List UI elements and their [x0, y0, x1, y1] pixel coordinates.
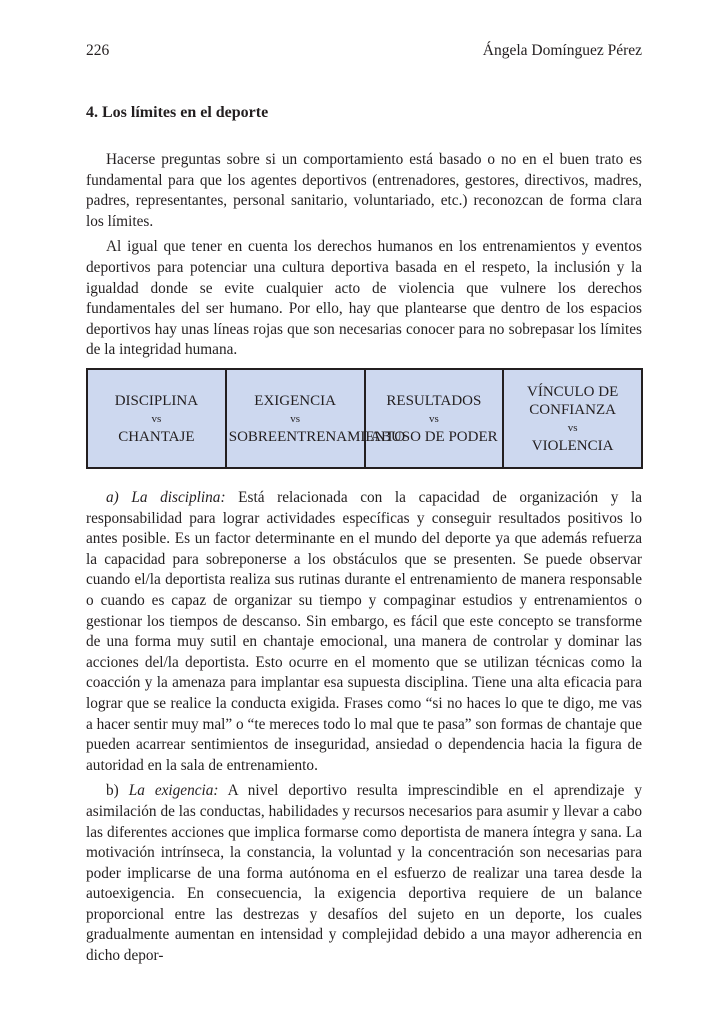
body-text: [86, 488, 642, 967]
section-title: 4. Los límites en el deporte: [86, 104, 269, 121]
paragraph-prefix: b): [106, 782, 129, 800]
limits-table: [86, 368, 643, 469]
paragraph-label: a) La disciplina:: [106, 489, 226, 506]
paragraph: [86, 781, 642, 966]
running-header: [86, 42, 642, 60]
vs-label: vs: [290, 412, 301, 425]
cell-top-text: RESULTADOS: [386, 392, 482, 409]
paragraph-text: Está relacionada con la capacidad de organización y la responsabilidad para lograr actividades específicas y conseguir resultados positivos lo antes posible. Es un factor determinante en el mundo del deporte ya que además refuerza la capacidad para sobreponerse a los obstáculos que se presenten. Se puede observar cuando el/la deportista realiza sus rutinas durante el entrenamiento de manera responsable o cuando es capaz de organizar su tiempo y compaginar estudios y entrenamientos o gestionar los tiempos de descanso. Sin embargo, es fácil que este concepto se transforme de una forma muy sutil en chantaje emocional, una manera de controlar y dominar las acciones del/la deportista. Esto ocurre en el momento que se utilizan técnicas como la coacción y la amenaza para implantar esa supuesta disciplina. Tiene una alta eficacia para lograr que se realice la conducta exigida. Frases como “si no haces lo que te digo, me vas a hacer sentir muy mal” o “te mereces todo lo mal que te pasa” son formas de chantaje que pueden acarrear sentimientos de inseguridad, ansiedad o dependencia hacia la figura de autoridad en la sala de entrenamiento.: [86, 489, 642, 774]
cell-top-text: EXIGENCIA: [254, 392, 336, 409]
cell-bottom-text: SOBREENTRENAMIENTO: [228, 428, 406, 445]
table-cell: [226, 369, 406, 468]
running-head-author: Ángela Domínguez Pérez: [482, 42, 642, 59]
vs-label: vs: [428, 412, 439, 425]
cell-top-text: VÍNCULO DE CONFIANZA: [527, 383, 619, 418]
table-cell: [87, 369, 226, 468]
cell-bottom-text: VIOLENCIA: [531, 437, 614, 454]
paragraph: Hacerse preguntas sobre si un comportamiento está basado o no en el buen trato es fundamental para que los agentes deportivos (entrenadores, gestores, directivos, madres, padres, representantes, personal sanitario, voluntariado, etc.) reconozcan de forma clara los límites.: [86, 151, 642, 230]
cell-top-text: DISCIPLINA: [114, 392, 199, 409]
intro-text: [86, 150, 642, 361]
table-cell: [503, 369, 642, 468]
paragraph: Al igual que tener en cuenta los derechos humanos en los entrenamientos y eventos deportivos para potenciar una cultura deportiva basada en el respeto, la inclusión y la igualdad donde se evite cualquier acto de violencia que vulnere los derechos fundamentales del ser humano. Por ello, hay que plantearse que dentro de los espacios deportivos hay unas líneas rojas que son necesarias conocer para no sobrepasar los límites de la integridad humana.: [86, 238, 642, 359]
page-number: 226: [86, 42, 110, 59]
table-row: [87, 369, 642, 468]
cell-bottom-text: CHANTAJE: [118, 428, 195, 445]
paragraph: [86, 488, 642, 776]
table-cell: [365, 369, 504, 468]
vs-label: vs: [567, 421, 578, 434]
cell-bottom-text: ABUSO DE PODER: [370, 428, 498, 445]
paragraph-label: La exigencia:: [128, 782, 219, 800]
paragraph-text: A nivel deportivo resulta imprescindible en el aprendizaje y asimilación de las conductas, habilidades y recursos necesarios para asumir y llevar a cabo las diferentes acciones que implica formarse como deportista de manera íntegra y sana. La motivación intrínseca, la constancia, la voluntad y la concentración son necesarias para poder implicarse de una forma autónoma en el esfuerzo de realizar una tarea desde la autoexigencia. En consecuencia, la exigencia deportiva requiere de un balance proporcional entre las destrezas y desafíos del sujeto en un deporte, los cuales gradualmente aumentan en intensidad y complejidad debido a una mayor adherencia en dicho depor-: [86, 782, 642, 965]
vs-label: vs: [151, 412, 162, 425]
